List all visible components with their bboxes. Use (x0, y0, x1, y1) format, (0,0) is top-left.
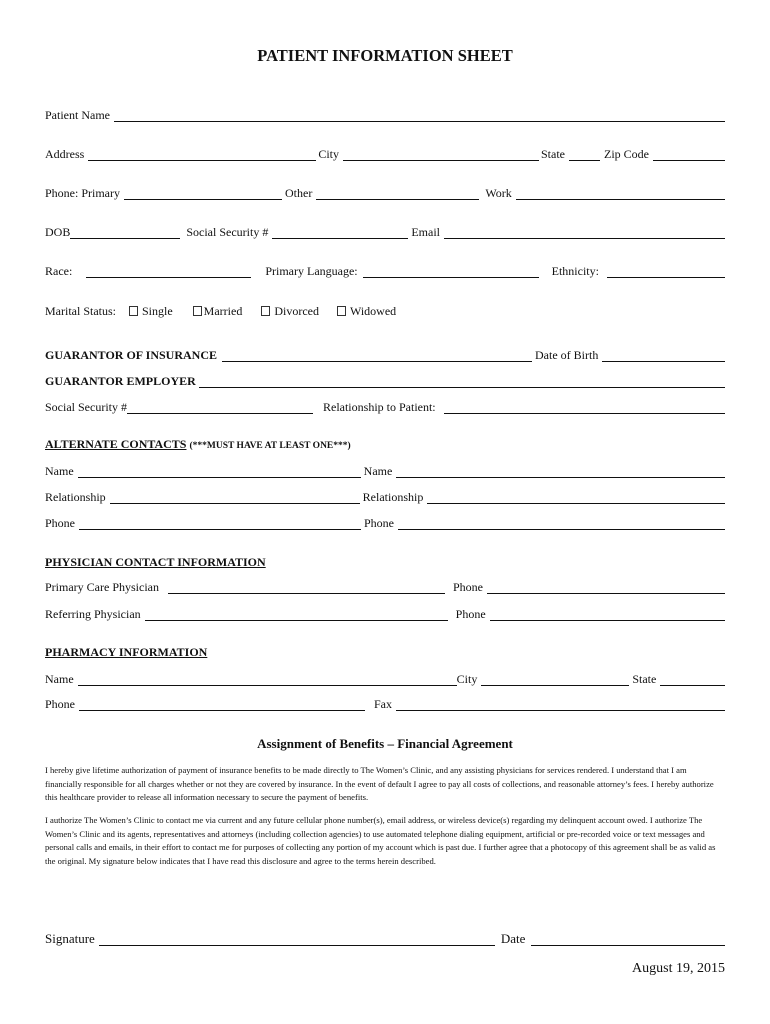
alt-phone-field-2[interactable] (398, 517, 725, 530)
phone-other-field[interactable] (316, 187, 479, 200)
referring-physician-label: Referring Physician (45, 607, 141, 621)
checkbox-married[interactable] (193, 306, 202, 316)
alternate-contacts-heading: ALTERNATE CONTACTS (***MUST HAVE AT LEAST ONE***) (45, 437, 351, 451)
signature-date-field[interactable] (531, 933, 725, 946)
assignment-paragraph-2: I authorize The Women’s Clinic to contact me via current and any future cellular phone number(s), email address, or wireless device(s) regarding my delinquent account owed. I authorize The Women’s Clinic and its agents, representatives and attorneys (including collection agencies) to use automated telephone dialing equipment, artificial or pre-recorded voice or text messages and personal calls and emails, in their effort to contact me for purposes of collecting any portion of my account which is past due. I further agree that a photocopy of this agreement shall be as valid as the original. My signature below indicates that I have read this disclosure and agree to the terms herein described. (45, 815, 716, 866)
referring-physician-phone-label: Phone (455, 607, 486, 621)
patient-name-label: Patient Name (45, 108, 110, 122)
race-row (45, 262, 725, 278)
zip-label: Zip Code (604, 147, 649, 161)
pharmacy-state-field[interactable] (660, 673, 725, 686)
phone-row (45, 184, 725, 200)
alt-relationship-field-2[interactable] (427, 491, 725, 504)
physician-heading: PHYSICIAN CONTACT INFORMATION (45, 555, 266, 569)
assignment-heading: Assignment of Benefits – Financial Agreement (257, 736, 513, 751)
guarantor-dob-label: Date of Birth (535, 348, 599, 362)
alternate-contacts-note: (***MUST HAVE AT LEAST ONE***) (189, 441, 351, 451)
pharmacy-name-label: Name (45, 672, 74, 686)
address-row (45, 145, 725, 161)
dob-label: DOB (45, 225, 71, 239)
primary-physician-label: Primary Care Physician (45, 580, 159, 594)
pharmacy-phone-field[interactable] (79, 698, 365, 711)
guarantor-ssn-label: Social Security # (45, 400, 127, 414)
signature-label: Signature (45, 931, 95, 946)
email-field[interactable] (444, 226, 725, 239)
alternate-name-row (45, 462, 725, 478)
pharmacy-phone-label: Phone (45, 697, 75, 711)
alt-relationship-label-2: Relationship (362, 490, 424, 504)
alt-phone-label-2: Phone (364, 516, 394, 530)
signature-date-label: Date (500, 931, 526, 946)
referring-physician-row (45, 605, 725, 621)
pharmacy-fax-label: Fax (374, 697, 392, 711)
referring-physician-field[interactable] (145, 608, 448, 621)
guarantor-employer-field[interactable] (199, 375, 725, 388)
primary-language-field[interactable] (363, 265, 539, 278)
guarantor-insurance-row (45, 346, 725, 362)
alt-name-label-1: Name (45, 464, 74, 478)
state-field[interactable] (569, 148, 600, 161)
alt-relationship-field-1[interactable] (110, 491, 360, 504)
guarantor-dob-field[interactable] (602, 349, 725, 362)
alt-relationship-label-1: Relationship (45, 490, 106, 504)
footer-date: August 19, 2015 (632, 961, 725, 976)
phone-primary-field[interactable] (124, 187, 282, 200)
address-label: Address (45, 147, 85, 161)
city-label: City (318, 147, 339, 161)
pharmacy-heading: PHARMACY INFORMATION (45, 645, 208, 659)
assignment-paragraph-1: I hereby give lifetime authorization of payment of insurance benefits to be made directly to The Women’s Clinic, and any assisting physicians for services rendered. I understand that I am financially responsible for all charges whether or not they are covered by insurance. In the event of default I agree to pay all costs of collections, and reasonable attorney’s fees. I hereby authorize this healthcare provider to release all information necessary to secure the payment of benefits. (45, 765, 714, 802)
primary-physician-row (45, 578, 725, 594)
zip-field[interactable] (653, 148, 725, 161)
primary-physician-phone-field[interactable] (487, 581, 725, 594)
ssn-field[interactable] (272, 226, 408, 239)
alt-name-field-2[interactable] (396, 465, 725, 478)
referring-physician-phone-field[interactable] (490, 608, 725, 621)
ethnicity-label: Ethnicity: (551, 264, 599, 278)
guarantor-ssn-row (45, 398, 725, 414)
guarantor-employer-row (45, 372, 725, 388)
state-label: State (541, 147, 565, 161)
patient-name-field[interactable] (114, 109, 725, 122)
alt-name-label-2: Name (363, 464, 393, 478)
phone-work-label: Work (485, 186, 512, 200)
primary-physician-phone-label: Phone (452, 580, 483, 594)
checkbox-single[interactable] (129, 306, 138, 316)
signature-row (45, 928, 725, 946)
race-field[interactable] (86, 265, 251, 278)
option-married[interactable]: Married (193, 304, 243, 318)
alternate-phone-row (45, 514, 725, 530)
pharmacy-name-field[interactable] (78, 673, 457, 686)
relationship-to-patient-label: Relationship to Patient: (322, 400, 436, 414)
phone-other-label: Other (285, 186, 313, 200)
guarantor-insurance-field[interactable] (222, 349, 532, 362)
alt-phone-label-1: Phone (45, 516, 75, 530)
dob-row (45, 223, 725, 239)
option-divorced[interactable]: Divorced (261, 304, 319, 318)
option-single[interactable]: Single (129, 304, 173, 318)
email-label: Email (411, 225, 440, 239)
race-label: Race: (45, 264, 73, 278)
guarantor-ssn-field[interactable] (127, 401, 313, 414)
checkbox-divorced[interactable] (261, 306, 270, 316)
pharmacy-name-row (45, 670, 725, 686)
pharmacy-city-label: City (456, 672, 478, 686)
dob-field[interactable] (70, 226, 180, 239)
patient-name-row (45, 106, 725, 122)
pharmacy-fax-field[interactable] (396, 698, 725, 711)
page-title: PATIENT INFORMATION SHEET (257, 46, 513, 65)
phone-work-field[interactable] (516, 187, 725, 200)
ssn-label: Social Security # (186, 225, 269, 239)
pharmacy-phone-row (45, 695, 725, 711)
city-field[interactable] (343, 148, 539, 161)
pharmacy-city-field[interactable] (481, 673, 629, 686)
option-widowed[interactable]: Widowed (337, 304, 396, 318)
marital-status-label: Marital Status: (45, 304, 116, 318)
guarantor-employer-label: GUARANTOR EMPLOYER (45, 374, 196, 388)
address-field[interactable] (88, 148, 316, 161)
guarantor-insurance-label: GUARANTOR OF INSURANCE (45, 348, 218, 362)
primary-physician-field[interactable] (168, 581, 445, 594)
alt-name-field-1[interactable] (78, 465, 361, 478)
alternate-relationship-row (45, 488, 725, 504)
alt-phone-field-1[interactable] (79, 517, 361, 530)
ethnicity-field[interactable] (607, 265, 725, 278)
signature-field[interactable] (99, 933, 495, 946)
pharmacy-state-label: State (632, 672, 657, 686)
primary-language-label: Primary Language: (265, 264, 358, 278)
marital-status-row (45, 302, 725, 318)
checkbox-widowed[interactable] (337, 306, 346, 316)
phone-primary-label: Phone: Primary (45, 186, 120, 200)
relationship-to-patient-field[interactable] (444, 401, 725, 414)
